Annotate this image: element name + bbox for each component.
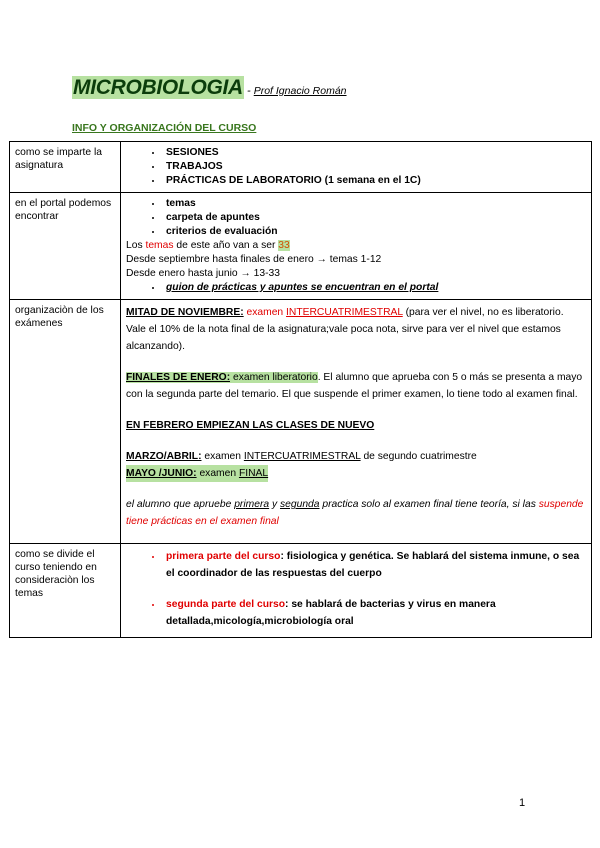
exam-heading: MARZO/ABRIL: <box>126 451 202 462</box>
page-number: 1 <box>519 797 526 809</box>
text: . El alumno que aprueba con 5 o más se presenta a mayo con la segunda parte del temario. El que suspende el primer examen, lo tiene todo al examen final. <box>126 372 583 400</box>
text: el alumno que apruebe <box>126 499 235 510</box>
topics-count: 33 <box>278 240 290 251</box>
text-red: suspende tiene prácticas en el examen final <box>126 499 584 527</box>
row-label: como se divide el curso teniendo en consideraciòn los temas <box>10 544 121 638</box>
list-item: • guion de prácticas y apuntes se encuentran en el portal <box>163 281 586 295</box>
course-info-table <box>9 141 592 638</box>
text: de segundo cuatrimestre <box>360 451 477 462</box>
table-row <box>10 142 592 193</box>
exam-november <box>126 304 586 355</box>
exam-january <box>126 369 586 403</box>
list-item: • criterios de evaluación <box>163 225 586 239</box>
row-label: en el portal podemos encontrar <box>10 193 121 300</box>
text: en manera detallada,micología,microbiología oral <box>166 599 496 627</box>
schedule-line: Desde enero hasta junio → 13-33 <box>126 268 280 279</box>
text-red: temas <box>145 240 174 251</box>
text: examen <box>201 451 244 462</box>
text-red: examen <box>243 307 287 318</box>
list-item <box>163 596 586 630</box>
text: . Se hablará del sistema inmune, o sea el coordinador de las respuestas del cuerpo <box>166 551 580 579</box>
text: de este año van a ser <box>173 240 279 251</box>
topics-count-line <box>126 239 586 253</box>
text-red: segunda parte del curso <box>166 599 286 610</box>
text: segunda <box>279 499 320 510</box>
row-content <box>121 193 592 300</box>
text: : se hablará de <box>285 599 361 610</box>
row-label: organizaciòn de los exámenes <box>10 300 121 544</box>
list-item: • TRABAJOS <box>163 160 586 174</box>
text: primera <box>234 499 270 510</box>
document-title-line <box>72 76 347 100</box>
text: (para ver el nivel, no es liberatorio. Vale el 10% de la nota final de la asignatura;vale poca nota, sirve para ver el nivel que estamos alcanzando). <box>126 307 564 352</box>
exam-march-april <box>126 448 586 465</box>
text-red: primera parte del curso <box>166 551 281 562</box>
text-bold: fisiologica y genética <box>286 551 391 562</box>
text: : <box>280 551 287 562</box>
text-red: INTERCUATRIMESTRAL <box>286 307 403 318</box>
text: Los <box>126 240 146 251</box>
text: examen <box>196 468 239 479</box>
text: y <box>269 499 280 510</box>
professor-name: Prof Ignacio Román <box>253 85 347 97</box>
document-title: MICROBIOLOGIA <box>73 76 243 99</box>
bullet-list <box>126 548 586 630</box>
list-item: • carpeta de apuntes <box>163 211 586 225</box>
practice-note <box>126 496 586 530</box>
row-content <box>121 300 592 544</box>
table-row <box>10 300 592 544</box>
exam-heading: FINALES DE ENERO: <box>126 372 231 383</box>
text-highlight: examen liberatorio <box>230 372 318 383</box>
february-note: EN FEBRERO EMPIEZAN LAS CLASES DE NUEVO <box>126 420 375 431</box>
text-bold: bacterias y virus <box>360 599 442 610</box>
text: INTERCUATRIMESTRAL <box>243 451 361 462</box>
row-content <box>121 544 592 638</box>
list-item <box>163 548 586 582</box>
section-subtitle: INFO Y ORGANIZACIÓN DEL CURSO <box>72 122 257 134</box>
exam-may-june <box>126 465 268 482</box>
table-row <box>10 193 592 300</box>
list-item: • PRÁCTICAS DE LABORATORIO (1 semana en el 1C) <box>163 174 586 188</box>
bullet-list <box>126 281 586 295</box>
table-row <box>10 544 592 638</box>
list-item: • temas <box>163 197 586 211</box>
title-separator: - <box>243 85 254 97</box>
text: FINAL <box>238 468 269 479</box>
bullet-list <box>126 146 586 188</box>
list-item: • SESIONES <box>163 146 586 160</box>
exam-heading: MITAD DE NOVIEMBRE: <box>126 307 244 318</box>
text: practica solo al examen final tiene teoría, si las <box>319 499 539 510</box>
exam-heading: MAYO /JUNIO: <box>126 468 197 479</box>
bullet-list <box>126 197 586 239</box>
schedule-line: Desde septiembre hasta finales de enero → temas 1-12 <box>126 254 382 265</box>
row-label: como se imparte la asignatura <box>10 142 121 193</box>
row-content <box>121 142 592 193</box>
